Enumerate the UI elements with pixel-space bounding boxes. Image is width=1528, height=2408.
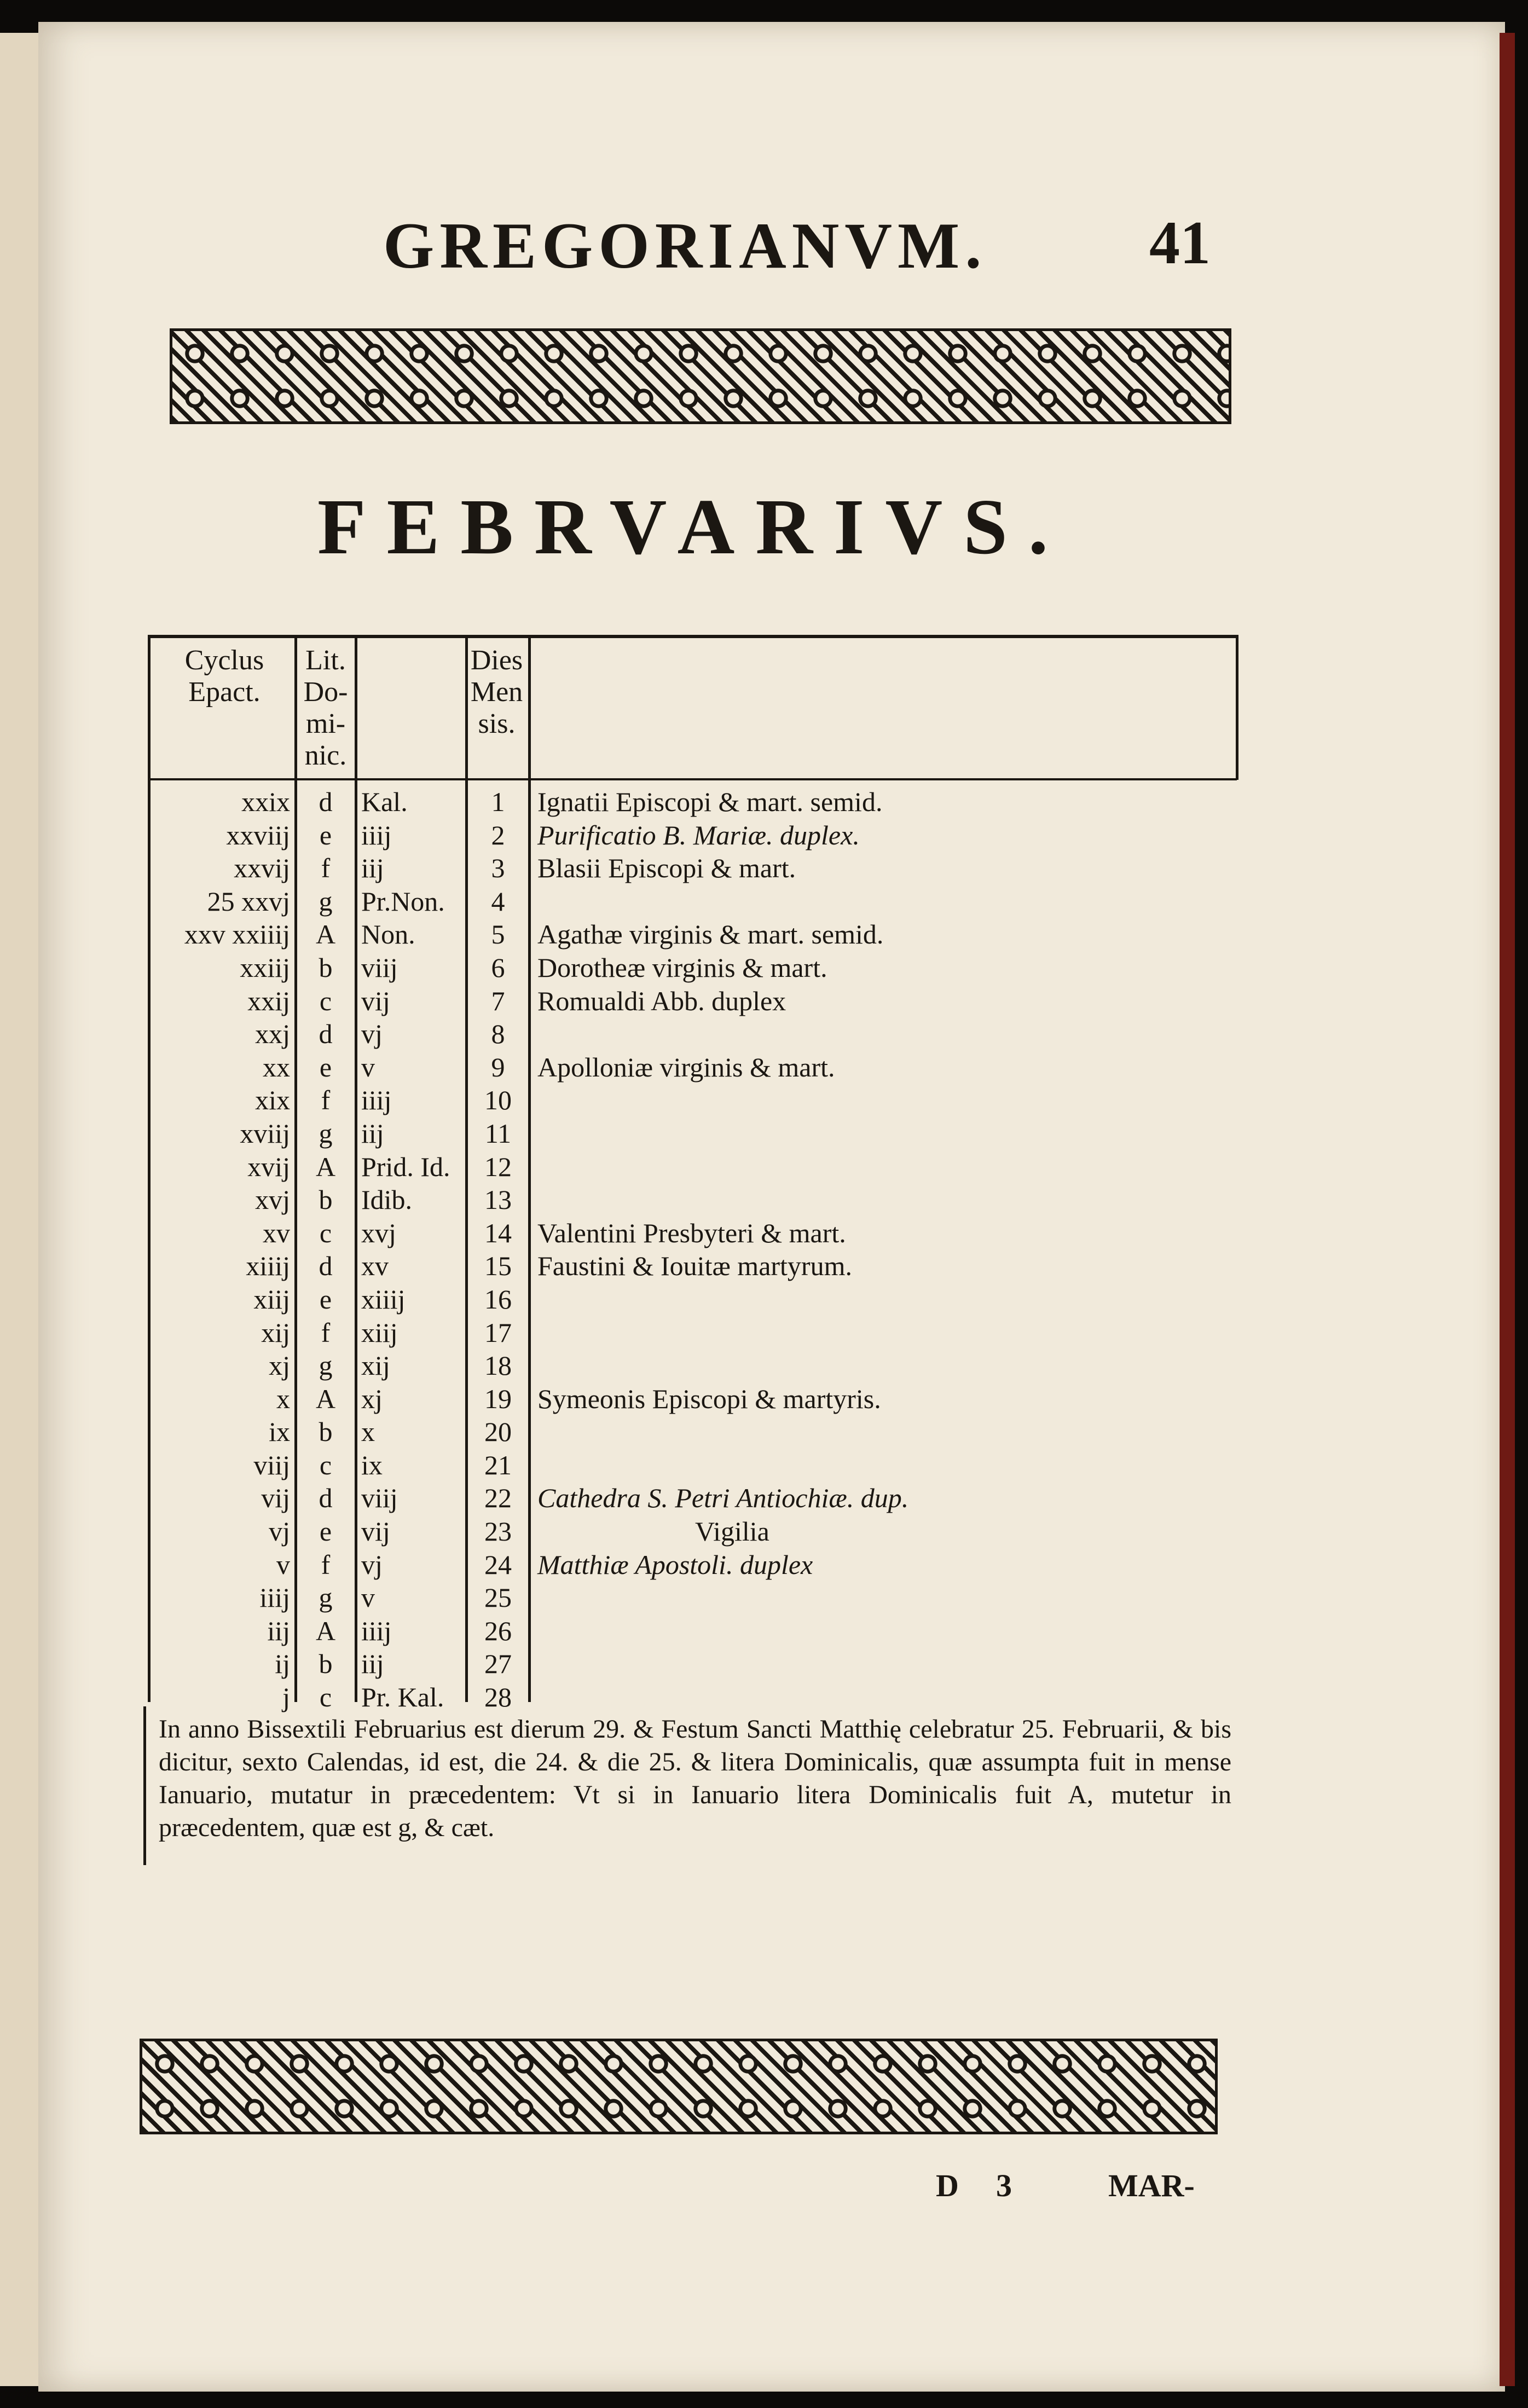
roman-date-cell: xiij <box>361 1317 398 1348</box>
feast-cell: Purificatio B. Mariæ. duplex. <box>537 819 860 850</box>
table-row <box>148 1249 1237 1283</box>
day-number-cell: 21 <box>484 1449 512 1480</box>
table-row <box>148 885 1237 918</box>
table-row <box>148 1481 1237 1515</box>
dominical-letter-cell: d <box>319 1483 333 1514</box>
table-row <box>148 1614 1237 1648</box>
dominical-letter-cell: g <box>319 1350 333 1381</box>
dominical-letter-cell: e <box>319 819 332 850</box>
epact-cell: ix <box>269 1416 290 1448</box>
table-row <box>148 1449 1237 1482</box>
epact-cell: xxj <box>255 1018 290 1050</box>
epact-cell: xvij <box>247 1151 290 1182</box>
roman-date-cell: iij <box>361 1648 384 1680</box>
table-row <box>148 1349 1237 1382</box>
epact-cell: ij <box>275 1648 290 1680</box>
roman-date-cell: viij <box>361 1483 398 1514</box>
day-number-cell: 10 <box>484 1085 512 1116</box>
header-day-of-month: Dies Men sis. <box>470 645 523 739</box>
feast-cell: Blasii Episcopi & mart. <box>537 853 796 884</box>
epact-cell: viij <box>253 1449 290 1480</box>
day-number-cell: 9 <box>491 1051 505 1083</box>
epact-cell: xxvij <box>234 853 290 884</box>
dominical-letter-cell: A <box>315 1151 336 1182</box>
epact-cell: vij <box>261 1483 290 1514</box>
roman-date-cell: iij <box>361 1118 384 1149</box>
epact-cell: x <box>276 1383 290 1414</box>
page-number: 41 <box>1149 209 1211 277</box>
dominical-letter-cell: c <box>319 1682 332 1713</box>
table-row <box>148 1150 1237 1184</box>
table-row <box>148 1017 1237 1051</box>
day-number-cell: 17 <box>484 1317 512 1348</box>
feast-cell: Symeonis Episcopi & martyris. <box>537 1383 881 1414</box>
feast-cell: Matthiæ Apostoli. duplex <box>537 1549 813 1580</box>
roman-date-cell: Prid. Id. <box>361 1151 450 1182</box>
day-number-cell: 3 <box>491 853 505 884</box>
dominical-letter-cell: d <box>319 786 333 817</box>
epact-cell: xvj <box>255 1184 290 1215</box>
leap-year-note: In anno Bissextili Februarius est dierum 29. & Festum Sancti Matthię celebratur 25. Februarii, & bis dicitur, sexto Calendas, id est, die 24. & die 25. & litera Dominicalis, quæ assumpta fuit in mense Ianuario, mutatur in præcedentem: Vt si in Ianuario litera Dominicalis fuit A, mutetur in præcedentem, quæ est g, & cæt. <box>159 1715 1231 1842</box>
dominical-letter-cell: g <box>319 1582 333 1613</box>
book-spine-edge <box>0 33 38 2386</box>
epact-cell: 25 xxvj <box>207 885 290 917</box>
feast-cell: Dorotheæ virginis & mart. <box>537 952 827 983</box>
table-row <box>148 985 1237 1018</box>
day-number-cell: 20 <box>484 1416 512 1448</box>
feast-cell: Valentini Presbyteri & mart. <box>537 1217 846 1248</box>
table-row <box>148 785 1237 819</box>
table-row <box>148 1681 1237 1714</box>
running-head: GREGORIANVM. <box>383 209 987 282</box>
table-header-rule <box>148 778 1237 780</box>
roman-date-cell: xv <box>361 1251 389 1282</box>
top-ornament-band <box>170 328 1231 424</box>
epact-cell: v <box>276 1549 290 1580</box>
day-number-cell: 7 <box>491 985 505 1016</box>
roman-date-cell: v <box>361 1582 375 1613</box>
roman-date-cell: x <box>361 1416 375 1448</box>
epact-cell: xj <box>269 1350 290 1381</box>
note-margin-rule <box>143 1706 146 1865</box>
roman-date-cell: Pr.Non. <box>361 885 445 917</box>
epact-cell: xxiij <box>240 952 290 983</box>
day-number-cell: 15 <box>484 1251 512 1282</box>
table-row <box>148 1183 1237 1217</box>
table-row <box>148 918 1237 951</box>
table-row <box>148 1581 1237 1614</box>
month-title: FEBRVARIVS. <box>317 483 1069 571</box>
dominical-letter-cell: f <box>321 853 331 884</box>
dominical-letter-cell: b <box>319 1184 333 1215</box>
day-number-cell: 22 <box>484 1483 512 1514</box>
day-number-cell: 2 <box>491 819 505 850</box>
table-row <box>148 951 1237 985</box>
catchword: MAR- <box>1108 2168 1195 2203</box>
dominical-letter-cell: A <box>315 919 336 950</box>
calendar-rows <box>148 785 1237 1714</box>
table-row <box>148 1515 1237 1548</box>
day-number-cell: 12 <box>484 1151 512 1182</box>
dominical-letter-cell: e <box>319 1516 332 1547</box>
table-row <box>148 1051 1237 1084</box>
day-number-cell: 24 <box>484 1549 512 1580</box>
table-row <box>148 819 1237 852</box>
day-number-cell: 19 <box>484 1383 512 1414</box>
roman-date-cell: vij <box>361 1516 390 1547</box>
dominical-letter-cell: A <box>315 1615 336 1646</box>
day-number-cell: 4 <box>491 885 505 917</box>
column-rule <box>1236 635 1238 780</box>
roman-date-cell: xij <box>361 1350 390 1381</box>
roman-date-cell: vj <box>361 1018 383 1050</box>
day-number-cell: 11 <box>484 1118 512 1149</box>
dominical-letter-cell: f <box>321 1549 331 1580</box>
table-row <box>148 1382 1237 1416</box>
epact-cell: xix <box>255 1085 290 1116</box>
day-number-cell: 8 <box>491 1018 505 1050</box>
dominical-letter-cell: g <box>319 1118 333 1149</box>
table-row <box>148 1084 1237 1117</box>
day-number-cell: 16 <box>484 1283 512 1315</box>
epact-cell: xiiij <box>246 1251 290 1282</box>
roman-date-cell: vij <box>361 985 390 1016</box>
dominical-letter-cell: c <box>319 1449 332 1480</box>
roman-date-cell: Kal. <box>361 786 408 817</box>
epact-cell: iij <box>267 1615 290 1646</box>
roman-date-cell: xj <box>361 1383 383 1414</box>
epact-cell: xxv xxiiij <box>184 919 290 950</box>
dominical-letter-cell: c <box>319 985 332 1016</box>
roman-date-cell: Non. <box>361 919 415 950</box>
table-row <box>148 1548 1237 1582</box>
header-cycle-epact: Cyclus Epact. <box>184 645 264 708</box>
roman-date-cell: iij <box>361 853 384 884</box>
feast-cell: Ignatii Episcopi & mart. semid. <box>537 786 883 817</box>
epact-cell: vj <box>269 1516 290 1547</box>
epact-cell: xxviij <box>226 819 290 850</box>
dominical-letter-cell: b <box>319 1416 333 1448</box>
epact-cell: xxix <box>241 786 290 817</box>
day-number-cell: 5 <box>491 919 505 950</box>
table-row <box>148 852 1237 885</box>
signature-mark: D <box>936 2168 959 2203</box>
feast-cell: Agathæ virginis & mart. semid. <box>537 919 884 950</box>
feast-cell: Apolloniæ virginis & mart. <box>537 1051 835 1083</box>
dominical-letter-cell: b <box>319 1648 333 1680</box>
roman-date-cell: ix <box>361 1449 383 1480</box>
day-number-cell: 25 <box>484 1582 512 1613</box>
table-row <box>148 1117 1237 1150</box>
dominical-letter-cell: f <box>321 1317 331 1348</box>
day-number-cell: 6 <box>491 952 505 983</box>
table-row <box>148 1647 1237 1681</box>
day-number-cell: 28 <box>484 1682 512 1713</box>
day-number-cell: 23 <box>484 1516 512 1547</box>
header-dominical-letter: Lit. Do- mi- nic. <box>303 645 348 771</box>
table-row <box>148 1415 1237 1449</box>
roman-date-cell: iiij <box>361 1615 392 1646</box>
epact-cell: j <box>282 1682 290 1713</box>
bottom-ornament-band <box>140 2039 1218 2134</box>
day-number-cell: 26 <box>484 1615 512 1646</box>
calendar-table <box>148 635 1237 1713</box>
dominical-letter-cell: d <box>319 1018 333 1050</box>
day-number-cell: 27 <box>484 1648 512 1680</box>
epact-cell: xx <box>263 1051 290 1083</box>
feast-cell: Cathedra S. Petri Antiochiæ. dup. <box>537 1483 909 1514</box>
roman-date-cell: xiiij <box>361 1283 406 1315</box>
table-row <box>148 1316 1237 1350</box>
dominical-letter-cell: b <box>319 952 333 983</box>
epact-cell: xv <box>263 1217 290 1248</box>
signature-number: 3 <box>996 2168 1012 2203</box>
epact-cell: xxij <box>247 985 290 1016</box>
dominical-letter-cell: c <box>319 1217 332 1248</box>
epact-cell: xviij <box>240 1118 290 1149</box>
roman-date-cell: Pr. Kal. <box>361 1682 444 1713</box>
day-number-cell: 14 <box>484 1217 512 1248</box>
roman-date-cell: iiij <box>361 1085 392 1116</box>
dominical-letter-cell: A <box>315 1383 336 1414</box>
roman-date-cell: iiij <box>361 819 392 850</box>
dominical-letter-cell: e <box>319 1051 332 1083</box>
vigil-label: Vigilia <box>695 1516 769 1547</box>
roman-date-cell: vj <box>361 1549 383 1580</box>
epact-cell: iiij <box>259 1582 290 1613</box>
day-number-cell: 1 <box>491 786 505 817</box>
dominical-letter-cell: g <box>319 885 333 917</box>
roman-date-cell: viij <box>361 952 398 983</box>
epact-cell: xiij <box>253 1283 290 1315</box>
table-row <box>148 1217 1237 1250</box>
roman-date-cell: Idib. <box>361 1184 413 1215</box>
table-row <box>148 1283 1237 1316</box>
dominical-letter-cell: f <box>321 1085 331 1116</box>
table-top-rule <box>148 635 1237 638</box>
dominical-letter-cell: d <box>319 1251 333 1282</box>
feast-cell: Faustini & Iouitæ martyrum. <box>537 1251 852 1282</box>
roman-date-cell: xvj <box>361 1217 396 1248</box>
dominical-letter-cell: e <box>319 1283 332 1315</box>
feast-cell: Romualdi Abb. duplex <box>537 985 786 1016</box>
book-fore-edge <box>1500 33 1515 2386</box>
epact-cell: xij <box>261 1317 290 1348</box>
roman-date-cell: v <box>361 1051 375 1083</box>
day-number-cell: 18 <box>484 1350 512 1381</box>
day-number-cell: 13 <box>484 1184 512 1215</box>
